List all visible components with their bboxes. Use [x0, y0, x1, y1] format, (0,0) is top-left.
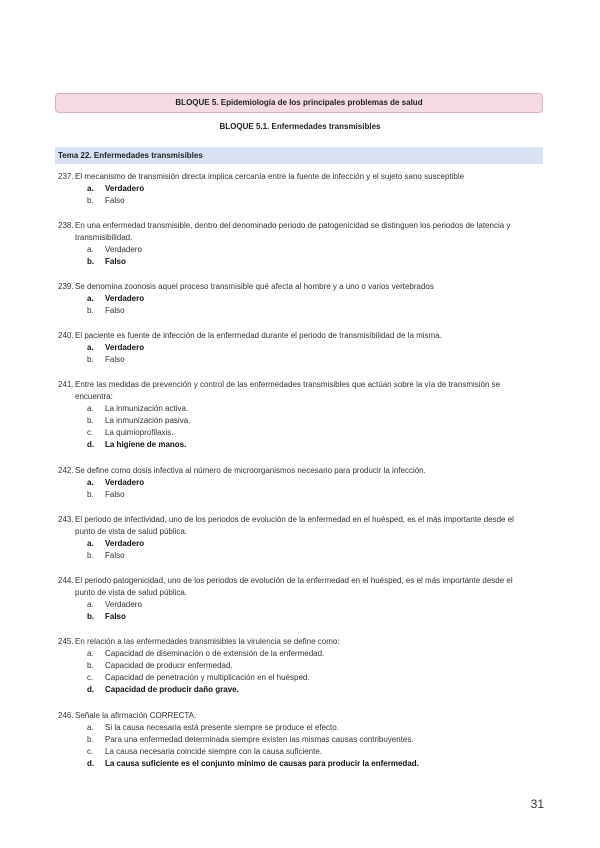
question-text: Entre las medidas de prevención y control de las enfermedades transmisibles que actúan sobre la vía de transmisión se encuentra:	[75, 380, 501, 401]
option-letter: a.	[87, 600, 94, 609]
option-text: Verdadero	[105, 294, 145, 303]
answer-option-correct	[87, 758, 528, 770]
option-text: Falso	[105, 612, 126, 621]
answer-option	[87, 734, 528, 746]
question-text: Se denomina zoonosis aquel proceso transmisible qué afecta al hombre y a uno o varios vertebrados	[75, 282, 434, 291]
question-item	[58, 514, 528, 562]
option-text: La quimioprofilaxis.	[105, 428, 174, 437]
question-number: 237.	[58, 172, 74, 181]
question-text: En una enfermedad transmisible, dentro del denominado periodo de patogenicidad se distinguen los periodos de latencia y transmisibilidad.	[75, 221, 511, 242]
option-text: Falso	[105, 306, 125, 315]
question-item	[58, 575, 528, 623]
option-letter: b.	[87, 355, 94, 364]
answer-option-correct	[87, 477, 528, 489]
option-letter: a.	[87, 245, 94, 254]
answer-option-correct	[87, 342, 528, 354]
question-number: 240.	[58, 331, 74, 340]
question-text: El periodo patogenicidad, uno de los periodos de evolución de la enfermedad en el huésped, es el más importante desde el punto de vista de salud pública.	[75, 576, 513, 597]
option-letter: c.	[87, 428, 94, 437]
option-letter: a.	[87, 404, 94, 413]
question-text: En relación a las enfermedades transmisibles la virulencia se define como:	[75, 637, 340, 646]
question-text: Se define como dosis infectiva al número de microorganismos necesario para producir la infección.	[75, 466, 426, 475]
question-item	[58, 171, 528, 207]
option-letter: d.	[87, 685, 95, 694]
question-stem	[58, 171, 528, 183]
option-text: La higiene de manos.	[105, 440, 187, 449]
answer-option-correct	[87, 256, 528, 268]
topic-title-bar: Tema 22. Enfermedades transmisibles	[55, 147, 543, 164]
question-stem	[58, 514, 528, 538]
option-text: La inmunización pasiva.	[105, 416, 191, 425]
answer-option-correct	[87, 611, 528, 623]
option-letter: b.	[87, 490, 94, 499]
option-text: Verdadero	[105, 343, 145, 352]
question-stem	[58, 281, 528, 293]
option-letter: a.	[87, 478, 94, 487]
answer-option	[87, 746, 528, 758]
option-letter: c.	[87, 673, 94, 682]
question-text: Señale la afirmación CORRECTA.	[75, 711, 197, 720]
option-letter: d.	[87, 759, 95, 768]
answer-option	[87, 427, 528, 439]
option-text: Falso	[105, 551, 125, 560]
answer-option	[87, 305, 528, 317]
option-text: Para una enfermedad determinada siempre existen las mismas causas contribuyentes.	[105, 735, 414, 744]
option-text: Falso	[105, 355, 125, 364]
answer-option-correct	[87, 183, 528, 195]
option-text: La causa suficiente es el conjunto mínimo de causas para producir la enfermedad.	[105, 759, 419, 768]
question-stem	[58, 330, 528, 342]
option-letter: d.	[87, 440, 95, 449]
option-text: Capacidad de producir enfermedad.	[105, 661, 233, 670]
answer-option	[87, 599, 528, 611]
question-item	[58, 330, 528, 366]
option-letter: b.	[87, 735, 94, 744]
question-number: 239.	[58, 282, 74, 291]
question-text: El periodo de infectividad, uno de los periodos de evolución de la enfermedad en el huésped, es el más importante desde el punto de vista de salud pública.	[75, 515, 514, 536]
option-text: Capacidad de penetración y multiplicación en el huésped.	[105, 673, 310, 682]
option-text: Si la causa necesaria está presente siempre se produce el efecto.	[105, 723, 339, 732]
option-letter: b.	[87, 612, 95, 621]
question-text: El paciente es fuente de infección de la enfermedad durante el periodo de transmisibilidad de la misma.	[75, 331, 442, 340]
answer-option	[87, 415, 528, 427]
answer-option-correct	[87, 538, 528, 550]
question-text: El mecanismo de transmisión directa implica cercanía entre la fuente de infección y el sujeto sano susceptible	[75, 172, 465, 181]
sub-block-title: BLOQUE 5.1. Enfermedades transmisibles	[219, 122, 381, 131]
answer-option-correct	[87, 439, 528, 451]
question-item	[58, 636, 528, 696]
question-stem	[58, 220, 528, 244]
question-item	[58, 220, 528, 268]
option-text: Verdadero	[105, 539, 145, 548]
option-letter: b.	[87, 661, 94, 670]
option-letter: c.	[87, 747, 94, 756]
question-item	[58, 379, 528, 451]
question-number: 244.	[58, 576, 74, 585]
answer-option	[87, 403, 528, 415]
option-letter: a.	[87, 649, 94, 658]
option-letter: a.	[87, 343, 94, 352]
answer-option-correct	[87, 293, 528, 305]
answer-option	[87, 244, 528, 256]
option-letter: b.	[87, 257, 95, 266]
question-item	[58, 281, 528, 317]
option-text: Falso	[105, 257, 126, 266]
option-letter: b.	[87, 551, 94, 560]
option-letter: a.	[87, 184, 94, 193]
question-stem	[58, 575, 528, 599]
answer-option	[87, 195, 528, 207]
option-letter: b.	[87, 196, 94, 205]
question-stem	[58, 379, 528, 403]
question-stem	[58, 465, 528, 477]
answer-option	[87, 648, 528, 660]
answer-option	[87, 660, 528, 672]
option-letter: b.	[87, 416, 94, 425]
answer-option	[87, 354, 528, 366]
question-item	[58, 465, 528, 501]
question-number: 241.	[58, 380, 74, 389]
answer-option	[87, 722, 528, 734]
option-text: Falso	[105, 490, 125, 499]
answer-option	[87, 489, 528, 501]
question-number: 245.	[58, 637, 74, 646]
question-number: 242.	[58, 466, 74, 475]
option-text: Verdadero	[105, 184, 145, 193]
answer-option-correct	[87, 684, 528, 696]
answer-option	[87, 550, 528, 562]
option-text: Capacidad de producir daño grave.	[105, 685, 239, 694]
question-number: 243.	[58, 515, 74, 524]
option-text: Verdadero	[105, 600, 142, 609]
answer-option	[87, 672, 528, 684]
question-stem	[58, 710, 528, 722]
question-item	[58, 710, 528, 770]
option-letter: a.	[87, 294, 94, 303]
question-number: 246.	[58, 711, 74, 720]
block-title-banner: BLOQUE 5. Epidemiología de los principales problemas de salud	[55, 93, 543, 113]
option-text: Capacidad de diseminación o de extensión de la enfermedad.	[105, 649, 325, 658]
option-text: Verdadero	[105, 478, 145, 487]
option-text: La inmunización activa.	[105, 404, 189, 413]
option-text: La causa necesaria coincide siempre con la causa suficiente.	[105, 747, 323, 756]
option-letter: a.	[87, 723, 94, 732]
option-text: Falso	[105, 196, 125, 205]
option-letter: b.	[87, 306, 94, 315]
question-stem	[58, 636, 528, 648]
question-number: 238.	[58, 221, 74, 230]
page-number: 31	[530, 797, 544, 811]
option-letter: a.	[87, 539, 94, 548]
option-text: Verdadero	[105, 245, 142, 254]
